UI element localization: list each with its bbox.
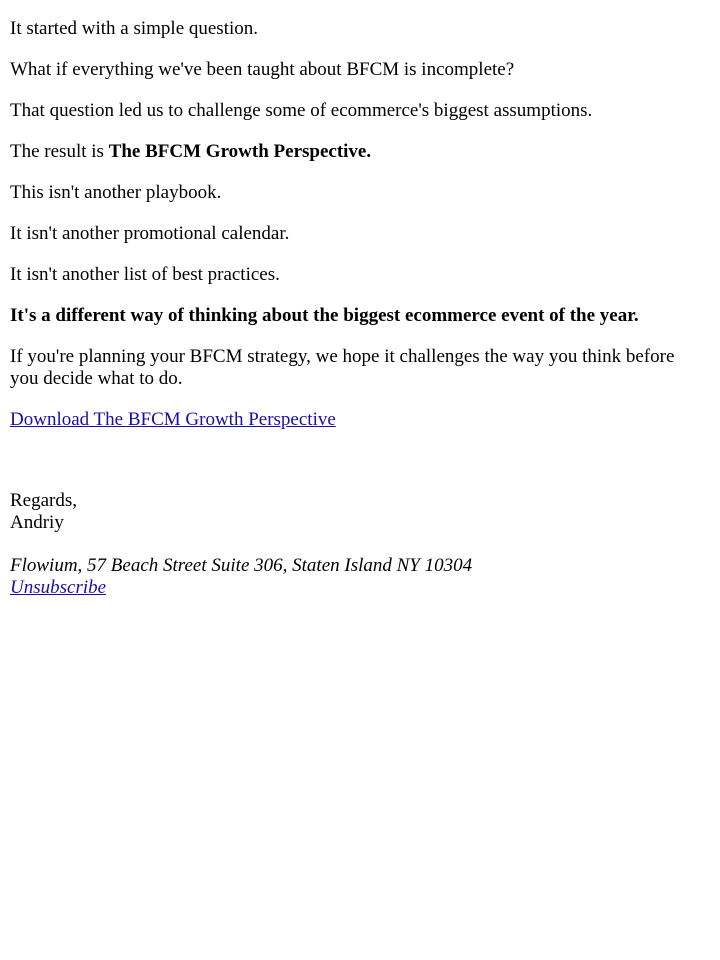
paragraph-challenge: That question led us to challenge some of ecommerce's biggest assumptions. bbox=[10, 100, 593, 121]
paragraph-intro: It started with a simple question. bbox=[10, 18, 259, 39]
paragraph-not-best-practices: It isn't another list of best practices. bbox=[10, 264, 280, 285]
paragraph-result bbox=[10, 141, 700, 163]
paragraph-not-calendar: It isn't another promotional calendar. bbox=[10, 223, 290, 244]
download-link[interactable]: Download The BFCM Growth Perspective bbox=[10, 409, 336, 430]
spacer bbox=[10, 450, 700, 490]
paragraph-cta bbox=[10, 409, 700, 431]
different-way-bold: It's a different way of thinking about the biggest ecommerce event of the year. bbox=[10, 305, 639, 326]
signoff-greeting: Regards, bbox=[10, 490, 78, 511]
unsubscribe-link[interactable]: Unsubscribe bbox=[10, 577, 107, 598]
result-prefix-text: The result is bbox=[10, 141, 109, 162]
result-title-bold: The BFCM Growth Perspective. bbox=[108, 141, 372, 162]
paragraph-different-way bbox=[10, 305, 700, 327]
footer-address: Flowium, 57 Beach Street Suite 306, Staten Island NY 10304 bbox=[10, 555, 473, 576]
signoff bbox=[10, 490, 700, 534]
paragraph-not-playbook: This isn't another playbook. bbox=[10, 182, 222, 203]
paragraph-question: What if everything we've been taught about BFCM is incomplete? bbox=[10, 59, 515, 80]
email-footer bbox=[10, 555, 700, 599]
signoff-name: Andriy bbox=[10, 512, 64, 533]
paragraph-planning: If you're planning your BFCM strategy, we hope it challenges the way you think before you decide what to do. bbox=[10, 346, 675, 389]
